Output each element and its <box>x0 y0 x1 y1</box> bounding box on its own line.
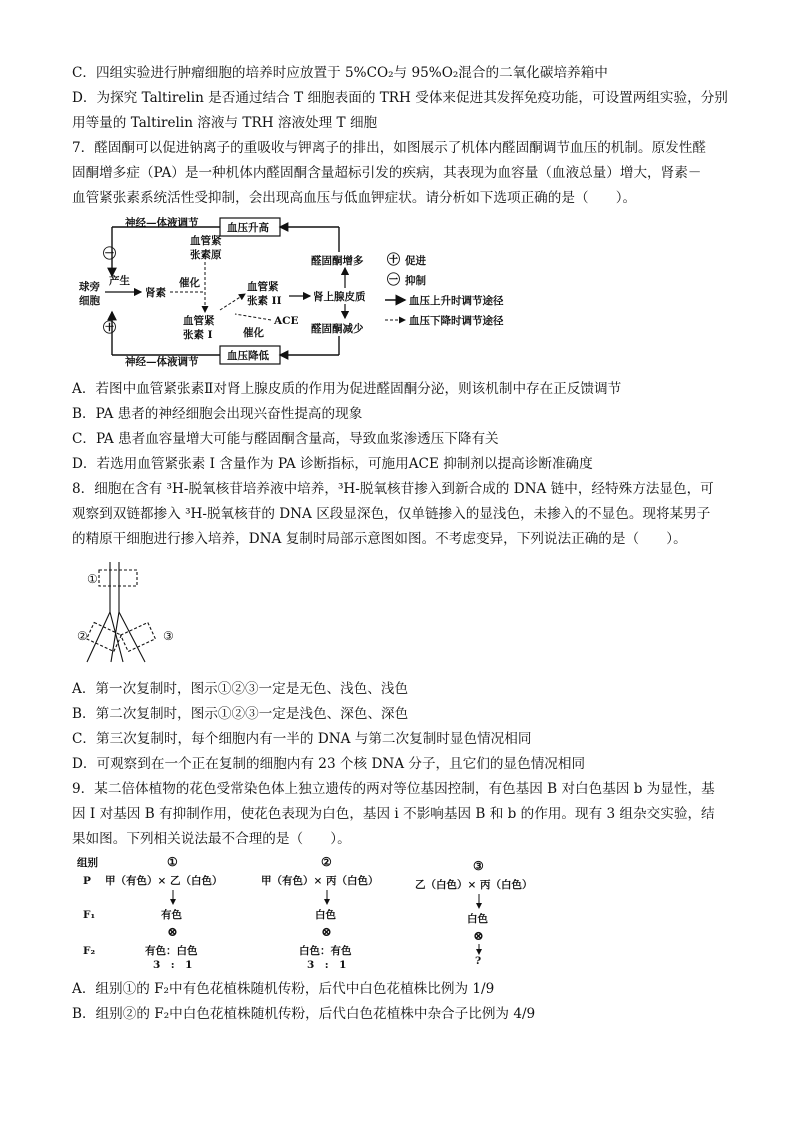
inhibit-symbol: ㊀ <box>103 247 117 262</box>
svg-text:3 : 1: 3 : 1 <box>153 959 193 970</box>
q8-option-c: C．第三次复制时，每个细胞内有一半的 DNA 与第二次复制时显色情况相同 <box>72 731 532 747</box>
svg-text:P: P <box>83 875 91 887</box>
q9-stem: 果如图。下列相关说法最不合理的是（ ）。 <box>72 831 351 847</box>
group-2-number: ② <box>321 855 332 869</box>
q8-option-a: A．第一次复制时，图示①②③一定是无色、浅色、浅色 <box>72 681 409 697</box>
q8-stem: 观察到双链都掺入 ³H-脱氧核苷的 DNA 区段显深色，仅单链掺入的显浅色，未掺入的不显色。现将某男子 <box>72 506 711 522</box>
svg-text:血管紧: 血管紧 <box>190 235 222 247</box>
figure-label-1: ① <box>87 572 98 586</box>
promote-symbol: ㊉ <box>103 321 117 336</box>
svg-text:血管紧: 血管紧 <box>183 315 215 327</box>
top-loop-label: 神经—体液调节 <box>125 217 199 229</box>
q7-option-a: A．若图中血管紧张素Ⅱ对肾上腺皮质的作用为促进醛固酮分泌，则该机制中存在正反馈调节 <box>72 381 622 397</box>
svg-text:血管紧: 血管紧 <box>247 281 279 293</box>
group-3-cross: 乙（白色）× 丙（白色） <box>415 879 533 891</box>
svg-text:催化: 催化 <box>243 327 264 339</box>
legend-promote-icon: ㊉ <box>387 253 401 268</box>
q9-stem: 因 I 对基因 B 有抑制作用，使花色表现为白色，基因 i 不影响基因 B 和 b 的作用。现有 3 组杂交实验，结 <box>72 806 715 822</box>
svg-text:3 : 1: 3 : 1 <box>307 959 347 970</box>
q6-option-c: C．四组实验进行肿瘤细胞的培养时应放置于 5%CO₂与 95%O₂混合的二氧化碳培养箱中 <box>72 65 608 81</box>
svg-text:⊗: ⊗ <box>167 925 178 940</box>
svg-text:F₁: F₁ <box>83 909 96 921</box>
svg-text:血压下降时调节途径: 血压下降时调节途径 <box>409 315 504 327</box>
svg-text:ACE: ACE <box>274 315 299 327</box>
q7-option-b: B．PA 患者的神经细胞会出现兴奋性提高的现象 <box>72 406 363 422</box>
svg-text:张素 I: 张素 I <box>183 329 213 341</box>
renin-label: 肾素 <box>145 287 166 299</box>
figure-label-3: ③ <box>163 629 174 643</box>
group-1-cross: 甲（有色）× 乙（白色） <box>105 875 223 887</box>
q8-option-d: D．可观察到在一个正在复制的细胞内有 23 个核 DNA 分子，且它们的显色情况相同 <box>72 756 586 772</box>
bp-down-box: 血压降低 <box>227 350 269 362</box>
q6-option-d: D．为探究 Taltirelin 是否通过结合 T 细胞表面的 TRH 受体来促进其发挥免疫功能，可设置两组实验，分别 <box>72 90 728 106</box>
q7-stem: 血管紧张素系统活性受抑制，会出现高血压与低血钾症状。请分析如下选项正确的是（ ）。 <box>72 190 637 206</box>
svg-text:白色：有色: 白色：有色 <box>299 945 352 957</box>
group-1-number: ① <box>167 855 178 869</box>
q6-option-d-cont: 用等量的 Taltirelin 溶液与 TRH 溶液处理 T 细胞 <box>72 115 378 131</box>
svg-text:抑制: 抑制 <box>405 275 426 287</box>
svg-text:催化: 催化 <box>179 277 200 289</box>
adrenal-cortex-label: 肾上腺皮质 <box>313 291 366 303</box>
svg-text:F₂: F₂ <box>83 945 96 957</box>
q7-option-c: C．PA 患者血容量增大可能与醛固酮含量高，导致血浆渗透压下降有关 <box>72 431 499 447</box>
svg-text:白色: 白色 <box>467 913 488 925</box>
svg-text:促进: 促进 <box>405 255 426 267</box>
hybridization-crosses-figure <box>75 852 555 970</box>
q8-stem: 的精原干细胞进行掺入培养，DNA 复制时局部示意图如图。不考虑变异，下列说法正确的是（ ）。 <box>72 531 687 547</box>
svg-text:张素原: 张素原 <box>190 249 222 261</box>
svg-text:有色: 有色 <box>161 909 182 921</box>
cell-label: 球旁 <box>79 281 100 293</box>
svg-text:⊗: ⊗ <box>473 929 484 944</box>
svg-text:细胞: 细胞 <box>79 295 100 307</box>
svg-text:血压上升时调节途径: 血压上升时调节途径 <box>409 295 504 307</box>
q8-stem: 8．细胞在含有 ³H-脱氧核苷培养液中培养，³H-脱氧核苷掺入到新合成的 DNA 链中，经特殊方法显色，可 <box>72 481 714 497</box>
svg-text:产生: 产生 <box>109 275 130 287</box>
q9-option-b: B．组别②的 F₂中白色花植株随机传粉，后代白色花植株中杂合子比例为 4/9 <box>72 1006 536 1022</box>
aldosterone-up-label: 醛固酮增多 <box>311 255 364 267</box>
svg-text:张素 II: 张素 II <box>247 295 282 307</box>
group-3-number: ③ <box>473 859 484 873</box>
group-2-cross: 甲（有色）× 丙（白色） <box>261 875 379 887</box>
aldosterone-regulation-diagram <box>75 212 535 372</box>
svg-text:组别: 组别 <box>77 857 98 869</box>
bottom-loop-label: 神经—体液调节 <box>125 356 199 368</box>
q8-option-b: B．第二次复制时，图示①②③一定是浅色、深色、深色 <box>72 706 409 722</box>
q9-option-a: A．组别①的 F₂中有色花植株随机传粉，后代中白色花植株比例为 1/9 <box>72 981 495 997</box>
svg-text:有色：白色: 有色：白色 <box>145 945 198 957</box>
dna-replication-figure <box>75 560 185 670</box>
bp-up-box: 血压升高 <box>227 222 269 234</box>
q7-stem: 固酮增多症（PA）是一种机体内醛固酮含量超标引发的疾病，其表现为血容量（血液总量）增大，肾素－ <box>72 165 702 181</box>
q9-stem: 9．某二倍体植物的花色受常染色体上独立遗传的两对等位基因控制，有色基因 B 对白色基因 b 为显性，基 <box>72 781 715 797</box>
legend-inhibit-icon: ㊀ <box>387 273 401 288</box>
figure-label-2: ② <box>77 629 88 643</box>
svg-text:?: ? <box>475 955 482 967</box>
aldosterone-down-label: 醛固酮减少 <box>311 323 364 335</box>
q7-option-d: D．若选用血管紧张素 I 含量作为 PA 诊断指标，可施用ACE 抑制剂以提高诊断准确度 <box>72 456 593 472</box>
q7-stem: 7．醛固酮可以促进钠离子的重吸收与钾离子的排出，如图展示了机体内醛固酮调节血压的机制。原发性醛 <box>72 140 706 156</box>
svg-text:⊗: ⊗ <box>321 925 332 940</box>
svg-text:白色: 白色 <box>315 909 336 921</box>
